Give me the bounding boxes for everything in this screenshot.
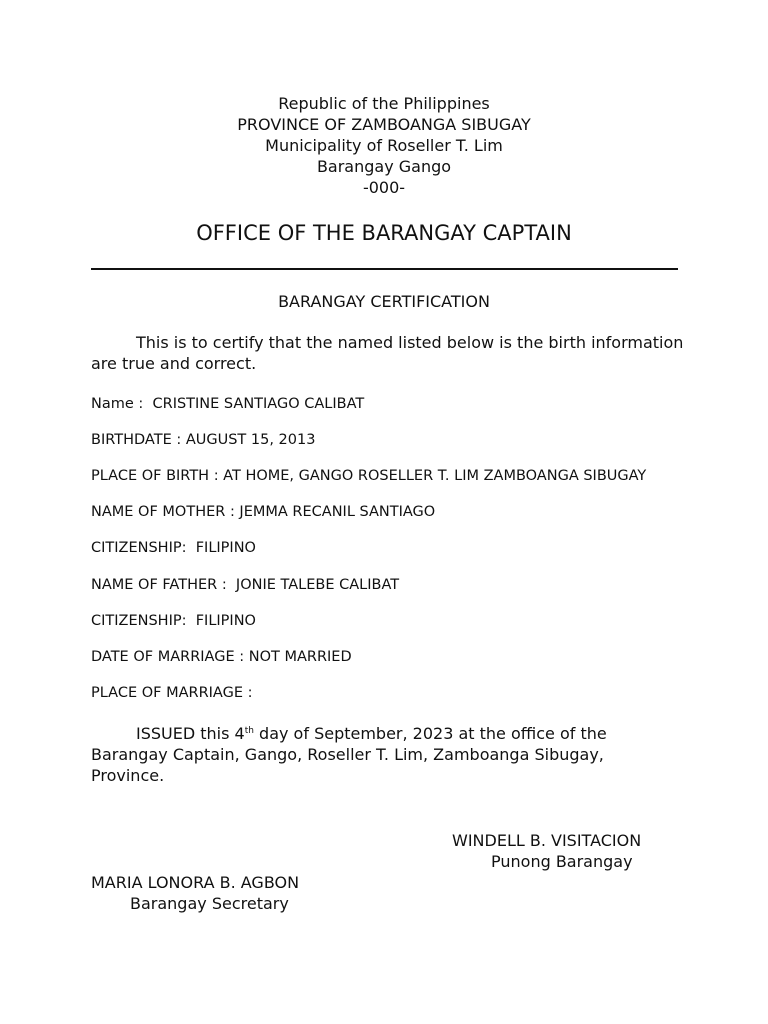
- field-place-of-marriage: PLACE OF MARRIAGE :: [91, 685, 253, 701]
- field-name: Name : CRISTINE SANTIAGO CALIBAT: [91, 396, 365, 412]
- field-father: NAME OF FATHER : JONIE TALEBE CALIBAT: [91, 577, 400, 593]
- header-separator: -000-: [362, 178, 406, 197]
- document-header: [0, 93, 768, 198]
- intro-paragraph: This is to certify that the named listed below is the birth information are true and correct.: [91, 333, 684, 373]
- republic-line: Republic of the Philippines: [278, 94, 490, 113]
- barangay-line: Barangay Gango: [316, 157, 452, 176]
- horizontal-rule: [91, 268, 678, 270]
- office-title: OFFICE OF THE BARANGAY CAPTAIN: [196, 221, 572, 245]
- issued-prefix: ISSUED this 4: [136, 724, 245, 743]
- secretary-title: Barangay Secretary: [130, 894, 289, 913]
- certification-title: BARANGAY CERTIFICATION: [278, 292, 490, 311]
- province-line: PROVINCE OF ZAMBOANGA SIBUGAY: [237, 115, 531, 134]
- captain-name: WINDELL B. VISITACION: [452, 831, 642, 850]
- secretary-name: MARIA LONORA B. AGBON: [91, 873, 300, 892]
- field-mother-citizenship: CITIZENSHIP: FILIPINO: [91, 540, 256, 556]
- issued-day-suffix: th: [244, 726, 254, 736]
- field-father-citizenship: CITIZENSHIP: FILIPINO: [91, 613, 256, 629]
- issued-paragraph: [91, 723, 681, 786]
- municipality-line: Municipality of Roseller T. Lim: [265, 136, 503, 155]
- field-mother: NAME OF MOTHER : JEMMA RECANIL SANTIAGO: [91, 504, 436, 520]
- issued-suffix: day of September, 2023 at the office of the Barangay Captain, Gango, Roseller T. Lim, Zamboanga Sibugay, Province.: [91, 724, 607, 785]
- field-date-of-marriage: DATE OF MARRIAGE : NOT MARRIED: [91, 649, 352, 665]
- field-birthdate: BIRTHDATE : AUGUST 15, 2013: [91, 432, 316, 448]
- captain-title: Punong Barangay: [491, 852, 633, 871]
- field-place-of-birth: PLACE OF BIRTH : AT HOME, GANGO ROSELLER T. LIM ZAMBOANGA SIBUGAY: [91, 468, 647, 484]
